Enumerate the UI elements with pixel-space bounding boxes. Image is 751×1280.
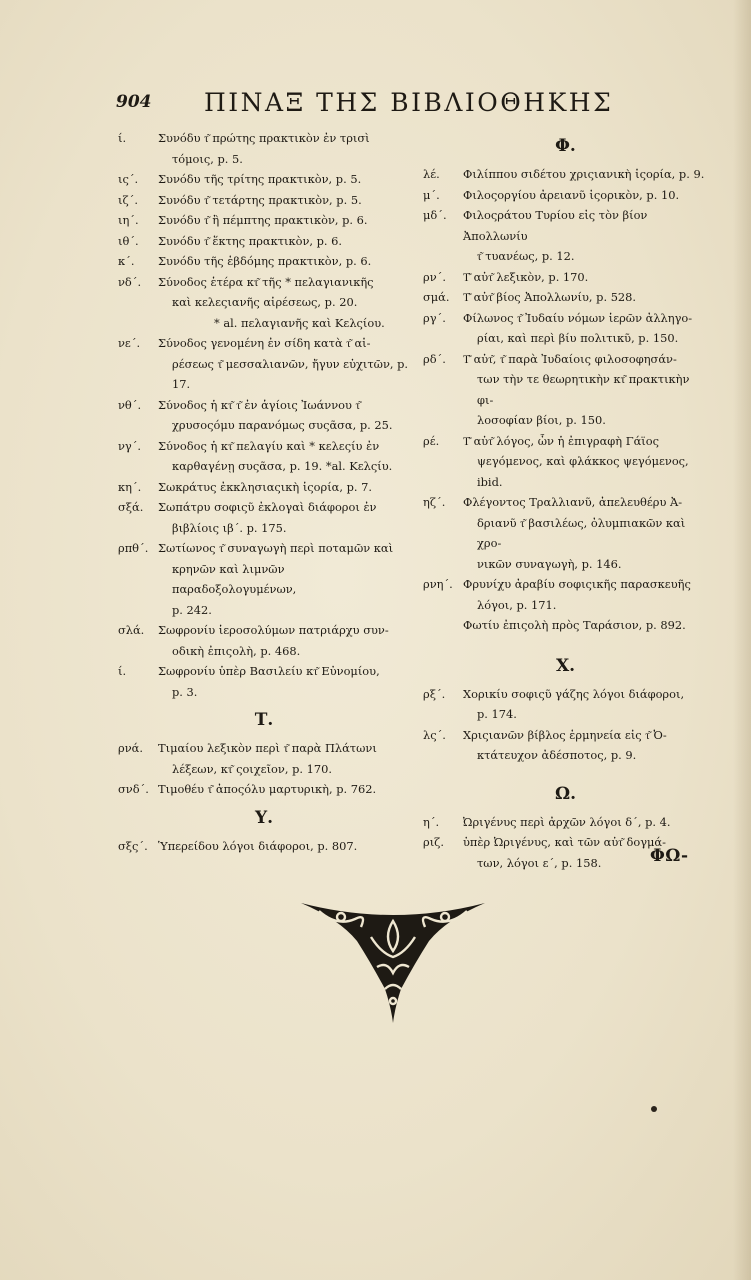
entry-line: Συνόδυ τ͂ τετάρτης πρακτικὸν, p. 5.	[158, 192, 362, 207]
entry-line: των, λόγοι ε΄, p. 158.	[477, 855, 602, 870]
index-entry	[118, 190, 410, 211]
index-entry	[423, 431, 708, 493]
entry-number: ργ΄.	[423, 310, 446, 325]
index-entry	[423, 812, 708, 833]
index-entry	[118, 620, 410, 661]
running-title: ΠΙΝΑΞ ΤΗΣ ΒΙΒΛΙΟΘΗΚΗΣ	[204, 88, 614, 117]
entry-number: σνδ΄.	[118, 782, 149, 796]
entry-line: λέξεων, κτ͂ ςοιχεῖον, p. 170.	[172, 761, 332, 776]
entry-line: Σύνοδος ἡ κτ͂ πελαγίυ καὶ * κελεςίυ ἐν	[158, 438, 380, 453]
entry-line: ὑπὲρ Ὠριγένυς, καὶ τῶν αὐτ͂ δογμά-	[463, 835, 666, 849]
index-entry	[423, 185, 708, 206]
entry-line: Συνόδυ τ͂ πρώτης πρακτικὸν ἐν τρισὶ	[158, 131, 370, 145]
entry-line: Χριςιανῶν βίβλος ἑρμηνεία εἰς τ͂ Ὀ-	[463, 727, 667, 742]
entry-line: λόγοι, p. 171.	[477, 597, 557, 612]
index-entry	[423, 205, 708, 267]
entry-line: ibid.	[477, 474, 503, 489]
index-entry	[118, 436, 410, 477]
entry-number: ρδ΄.	[423, 351, 446, 366]
page-header	[116, 88, 636, 122]
index-entry	[423, 725, 708, 766]
entry-line: Συνόδυ τ͂ ἕκτης πρακτικὸν, p. 6.	[158, 233, 343, 248]
entry-number: ις΄.	[118, 172, 139, 186]
entry-number: ριζ.	[423, 835, 444, 849]
entry-line: τ͂ τυανέως, p. 12.	[477, 249, 575, 263]
entry-line: χρυσοςόμυ παρανόμως συςᾶσα, p. 25.	[172, 418, 393, 432]
entry-line: Σύνοδος ἑτέρα κτ͂ τῆς * πελαγιανικῆς	[158, 274, 374, 289]
index-entry	[118, 477, 410, 498]
index-entry	[423, 574, 708, 615]
section-letter-t: Τ.	[254, 710, 274, 730]
index-entry	[118, 661, 410, 702]
entry-number: ιζ΄.	[118, 192, 138, 207]
entry-line: Σύνοδος γενομένη ἐν σίδη κατὰ τ͂ αἱ-	[158, 336, 371, 350]
entry-line: των τὴν τε θεωρητικὴν κτ͂ πρακτικὴν φι-	[477, 372, 690, 407]
entry-line: δριανῦ τ͂ βασιλέως, ὀλυμπιακῶν καὶ χρο-	[477, 515, 686, 550]
entry-number: νθ΄.	[118, 397, 142, 412]
upsilon-entries	[118, 836, 410, 857]
entry-line: ρέσεως τ͂ μεσσαλιανῶν, ἤγυν εὐχιτῶν, p. 17.	[172, 356, 409, 391]
entry-line: κτάτευχον ἀδέσποτος, p. 9.	[477, 748, 637, 762]
page-edge-shadow	[733, 0, 751, 1280]
entry-number: νε΄.	[118, 336, 141, 350]
entry-line: Φωτίυ ἐπιςολὴ πρὸς Ταράσιον, p. 892.	[463, 618, 686, 632]
index-entry	[118, 128, 410, 169]
index-entry	[423, 308, 708, 349]
entry-number: ρπθ΄.	[118, 541, 149, 555]
entry-line: Συνόδυ τ͂ ἢ πέμπτης πρακτικὸν, p. 6.	[158, 213, 368, 227]
entry-line: ρίαι, καὶ περὶ βίυ πολιτικῦ, p. 150.	[477, 331, 679, 345]
entry-line: βιβλίοις ιβ΄. p. 175.	[172, 520, 287, 535]
entry-line: Χορικίυ σοφιςῦ γάζης λόγοι διάφοροι,	[463, 686, 685, 701]
entry-line: οδικὴ ἐπιςολὴ, p. 468.	[172, 643, 301, 658]
entry-number: ιθ΄.	[118, 233, 139, 248]
entry-line: Ὑπερείδου λόγοι διάφοροι, p. 807.	[158, 838, 358, 853]
entry-line: ψεγόμενος, καὶ φλάκκος ψεγόμενος,	[477, 454, 689, 468]
index-entry	[423, 349, 708, 431]
entry-line: Σύνοδος ἡ κτ͂ τ͂ ἐν ἁγίοις Ἰωάννου τ͂	[158, 397, 361, 412]
entry-number: ί.	[118, 664, 127, 678]
index-entry	[118, 210, 410, 231]
entry-line: Τιμαίου λεξικὸν περὶ τ͂ παρὰ Πλάτωνι	[158, 741, 377, 755]
index-entry	[118, 395, 410, 436]
section-letter-chi: Χ.	[555, 655, 576, 676]
index-entry	[423, 684, 708, 725]
entry-number: κ΄.	[118, 254, 135, 268]
index-entry	[423, 615, 708, 636]
entry-number: σμά.	[423, 290, 450, 304]
tau-entries	[118, 738, 410, 800]
entry-number: σξς΄.	[118, 838, 148, 853]
ink-speck	[651, 1106, 657, 1112]
entry-line: Φιλοςοργίου ἀρειανῦ ἱςορικὸν, p. 10.	[463, 187, 680, 202]
entry-number: σλά.	[118, 623, 145, 637]
entry-line: κρηνῶν καὶ λιμνῶν παραδοξολογυμένων,	[172, 561, 297, 596]
entry-line: Σωφρονίυ ὑπὲρ Βασιλείυ κτ͂ Εὐνομίου,	[158, 664, 380, 678]
entry-number: κη΄.	[118, 479, 142, 494]
entry-line: Σωπάτρυ σοφιςῦ ἐκλογαὶ διάφοροι ἐν	[158, 500, 377, 514]
entry-line: Συνόδυ τῆς τρίτης πρακτικὸν, p. 5.	[158, 172, 362, 186]
entry-number: λέ.	[423, 167, 440, 181]
entry-number: ρνη΄.	[423, 577, 453, 591]
sigma-entries	[118, 128, 410, 702]
entry-line: Τ͂ αὐτ͂ βίος Ἀπολλωνίυ, p. 528.	[463, 290, 637, 304]
entry-line: λοσοφίαν βίοι, p. 150.	[477, 413, 606, 427]
index-entry	[118, 272, 410, 334]
index-entry	[118, 251, 410, 272]
entry-number: λς΄.	[423, 727, 446, 742]
entry-line: Φιλίππου σιδέτου χριςιανικὴ ἱςορία, p. 9.	[463, 167, 705, 181]
index-entry	[118, 169, 410, 190]
entry-number: η΄.	[423, 814, 440, 829]
index-entry	[423, 492, 708, 574]
entry-line: Φίλωνος τ͂ Ἰυδαίυ νόμων ἱερῶν ἀλληγο-	[463, 310, 693, 325]
entry-number: ρέ.	[423, 433, 440, 448]
index-entry	[423, 267, 708, 288]
left-column	[118, 128, 410, 856]
index-entry	[423, 164, 708, 185]
page-number: 904	[116, 92, 152, 112]
entry-line: Φλέγοντος Τραλλιανῦ, ἀπελευθέρυ Ἀ-	[463, 495, 683, 509]
entry-number: ιη΄.	[118, 213, 139, 227]
entry-line: p. 174.	[477, 707, 517, 721]
entry-note: * al. πελαγιανῆς καὶ Κελςίου.	[214, 315, 385, 330]
entry-number: σξά.	[118, 500, 144, 514]
index-entry	[118, 231, 410, 252]
entry-line: Τιμοθέυ τ͂ ἀποςόλυ μαρτυρικὴ, p. 762.	[158, 782, 377, 796]
catchword: ΦΩ-	[650, 846, 689, 866]
entry-line: καρθαγένῃ συςᾶσα, p. 19. *al. Κελςίυ.	[172, 459, 393, 473]
entry-line: Σωφρονίυ ἱεροσολύμων πατριάρχυ συν-	[158, 623, 389, 637]
section-letter-omega: Ω.	[554, 783, 577, 804]
entry-line: p. 3.	[172, 684, 198, 699]
entry-number: ηζ΄.	[423, 495, 446, 509]
index-entry	[118, 333, 410, 395]
entry-line: p. 242.	[172, 602, 212, 617]
entry-line: Φιλοςράτου Τυρίου εἰς τὸν βίον Ἀπολλωνίυ	[463, 208, 648, 243]
section-letter-y: Υ.	[254, 807, 274, 828]
index-entry	[118, 836, 410, 857]
entry-line: Τ͂ αὐτ͂ λεξικὸν, p. 170.	[463, 269, 589, 284]
entry-line: καὶ κελεςιανῆς αἱρέσεως, p. 20.	[172, 295, 358, 309]
entry-line: Ὠριγένυς περὶ ἀρχῶν λόγοι δ΄, p. 4.	[463, 814, 671, 829]
section-letter-phi: Φ.	[555, 136, 576, 156]
entry-number: μδ΄.	[423, 208, 447, 222]
entry-line: νικῶν συναγωγὴ, p. 146.	[477, 556, 622, 571]
entry-number: ί.	[118, 131, 127, 145]
right-column	[423, 128, 708, 873]
entry-number: ρν΄.	[423, 269, 446, 284]
chi-entries	[423, 684, 708, 766]
entry-number: ρνά.	[118, 741, 143, 755]
entry-line: Τ͂ αὐτ͂ λόγος, ὧν ἡ ἐπιγραφὴ Γάϊος	[463, 433, 660, 448]
entry-line: Τ͂ αὐτ͂, τ͂ παρὰ Ἰυδαίοις φιλοσοφησάν-	[463, 351, 677, 366]
entry-line: Φρυνίχυ ἀραβίυ σοφιςικῆς παρασκευῆς	[463, 577, 691, 591]
entry-number: ρξ΄.	[423, 686, 446, 701]
entry-number: μ΄.	[423, 187, 440, 202]
entry-number: νδ΄.	[118, 274, 142, 289]
index-entry	[118, 779, 410, 800]
entry-line: Σωκράτυς ἐκκλησιαςικὴ ἱςορία, p. 7.	[158, 479, 373, 494]
index-entry	[423, 287, 708, 308]
entry-line: Συνόδυ τῆς ἑβδόμης πρακτικὸν, p. 6.	[158, 254, 372, 268]
phi-entries	[423, 164, 708, 636]
index-entry	[118, 538, 410, 620]
index-entry	[118, 738, 410, 779]
ornament-icon	[297, 897, 489, 1025]
entry-line: τόμοις, p. 5.	[172, 151, 243, 166]
index-entry	[118, 497, 410, 538]
entry-number: νγ΄.	[118, 438, 142, 453]
entry-line: Σωτίωνος τ͂ συναγωγὴ περὶ ποταμῶν καὶ	[158, 541, 394, 555]
